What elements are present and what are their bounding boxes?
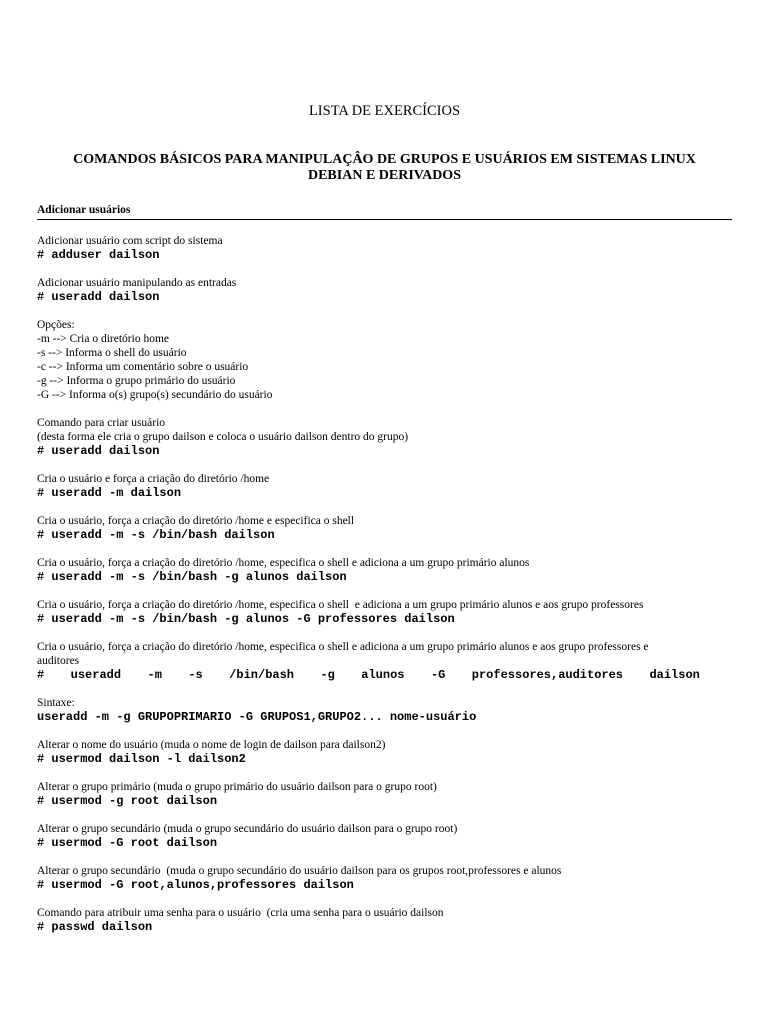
exercise-description: Adicionar usuário com script do sistema [37,235,223,247]
exercise-description: Cria o usuário, força a criação do diretório /home, especifica o shell e adiciona a um grupo primário alunos [37,557,530,569]
command-line: # passwd dailson [37,920,153,934]
document-subtitle-line-1: COMANDOS BÁSICOS PARA MANIPULAÇÂO DE GRUPOS E USUÁRIOS EM SISTEMAS LINUX [73,152,696,167]
document-title: LISTA DE EXERCÍCIOS [308,103,461,119]
exercise-block [37,234,732,262]
exercise-block [37,696,732,724]
document-subtitle-line-2: DEBIAN E DERIVADOS [307,168,461,183]
command-token: /bin/bash [229,668,294,682]
exercise-description: Opções: [37,319,75,331]
exercise-block [37,416,732,458]
command-token: dailson [649,668,700,682]
exercise-block [37,556,732,584]
exercise-description: Alterar o grupo primário (muda o grupo primário do usuário dailson para o grupo root) [37,781,437,793]
command-token: -G [430,668,446,682]
exercise-description: -c --> Informa um comentário sobre o usuário [37,361,249,373]
command-token: -g [320,668,335,682]
command-line: # useradd -m dailson [37,486,182,500]
exercise-description: (desta forma ele cria o grupo dailson e coloca o usuário dailson dentro do grupo) [37,431,409,443]
command-line: # usermod dailson -l dailson2 [37,752,246,766]
command-line: # useradd dailson [37,444,160,458]
exercise-block [37,514,732,542]
exercise-description: Comando para criar usuário [37,417,166,429]
exercise-description: auditores [37,655,80,667]
command-token: professores,auditores [471,668,624,682]
exercise-description: -m --> Cria o diretório home [37,333,169,345]
exercise-block [37,472,732,500]
command-line: # useradd -m -s /bin/bash -g alunos dailson [37,570,347,584]
exercise-description: Adicionar usuário manipulando as entradas [37,277,237,289]
command-token: # [37,668,45,682]
exercise-block [37,780,732,808]
exercise-description: Alterar o nome do usuário (muda o nome de login de dailson para dailson2) [37,739,386,751]
exercise-block [37,738,732,766]
exercise-description: Cria o usuário, força a criação do diretório /home, especifica o shell e adiciona a um grupo primário alunos e aos grupo professores [37,599,644,611]
section-divider [37,219,732,220]
exercise-description: Comando para atribuir uma senha para o usuário (cria uma senha para o usuário dailson [37,907,444,919]
command-line: # usermod -g root dailson [37,794,218,808]
command-line [37,668,700,682]
document-page [37,0,732,1024]
command-token: alunos [361,668,405,682]
exercise-block [37,318,732,402]
exercise-description: Cria o usuário, força a criação do diretório /home, especifica o shell e adiciona a um grupo primário alunos e aos grupo professores e [37,641,649,653]
command-line: # useradd -m -s /bin/bash -g alunos -G professores dailson [37,612,455,626]
exercise-block [37,906,732,934]
command-line: useradd -m -g GRUPOPRIMARIO -G GRUPOS1,GRUPO2... nome-usuário [37,710,477,724]
exercise-description: Sintaxe: [37,697,75,709]
exercise-description: -G --> Informa o(s) grupo(s) secundário do usuário [37,389,273,401]
exercise-description: Alterar o grupo secundário (muda o grupo secundário do usuário dailson para os grupos root,professores e alunos [37,865,562,877]
command-line: # usermod -G root dailson [37,836,218,850]
command-line: # useradd dailson [37,290,160,304]
exercise-block [37,598,732,626]
exercise-description: Cria o usuário, força a criação do diretório /home e especifica o shell [37,515,355,527]
command-line: # adduser dailson [37,248,160,262]
command-token: useradd [70,668,122,682]
section-heading: Adicionar usuários [37,204,131,216]
command-token: -s [188,668,203,682]
command-line: # usermod -G root,alunos,professores dailson [37,878,354,892]
exercise-block [37,864,732,892]
exercise-description: Alterar o grupo secundário (muda o grupo secundário do usuário dailson para o grupo root) [37,823,458,835]
command-line: # useradd -m -s /bin/bash dailson [37,528,275,542]
document-subtitle [37,152,732,184]
exercise-block [37,640,732,682]
exercise-description: -s --> Informa o shell do usuário [37,347,187,359]
exercise-block [37,822,732,850]
exercise-list [37,234,732,948]
exercise-block [37,276,732,304]
command-token: -m [147,668,162,682]
exercise-description: Cria o usuário e força a criação do diretório /home [37,473,270,485]
exercise-description: -g --> Informa o grupo primário do usuário [37,375,236,387]
